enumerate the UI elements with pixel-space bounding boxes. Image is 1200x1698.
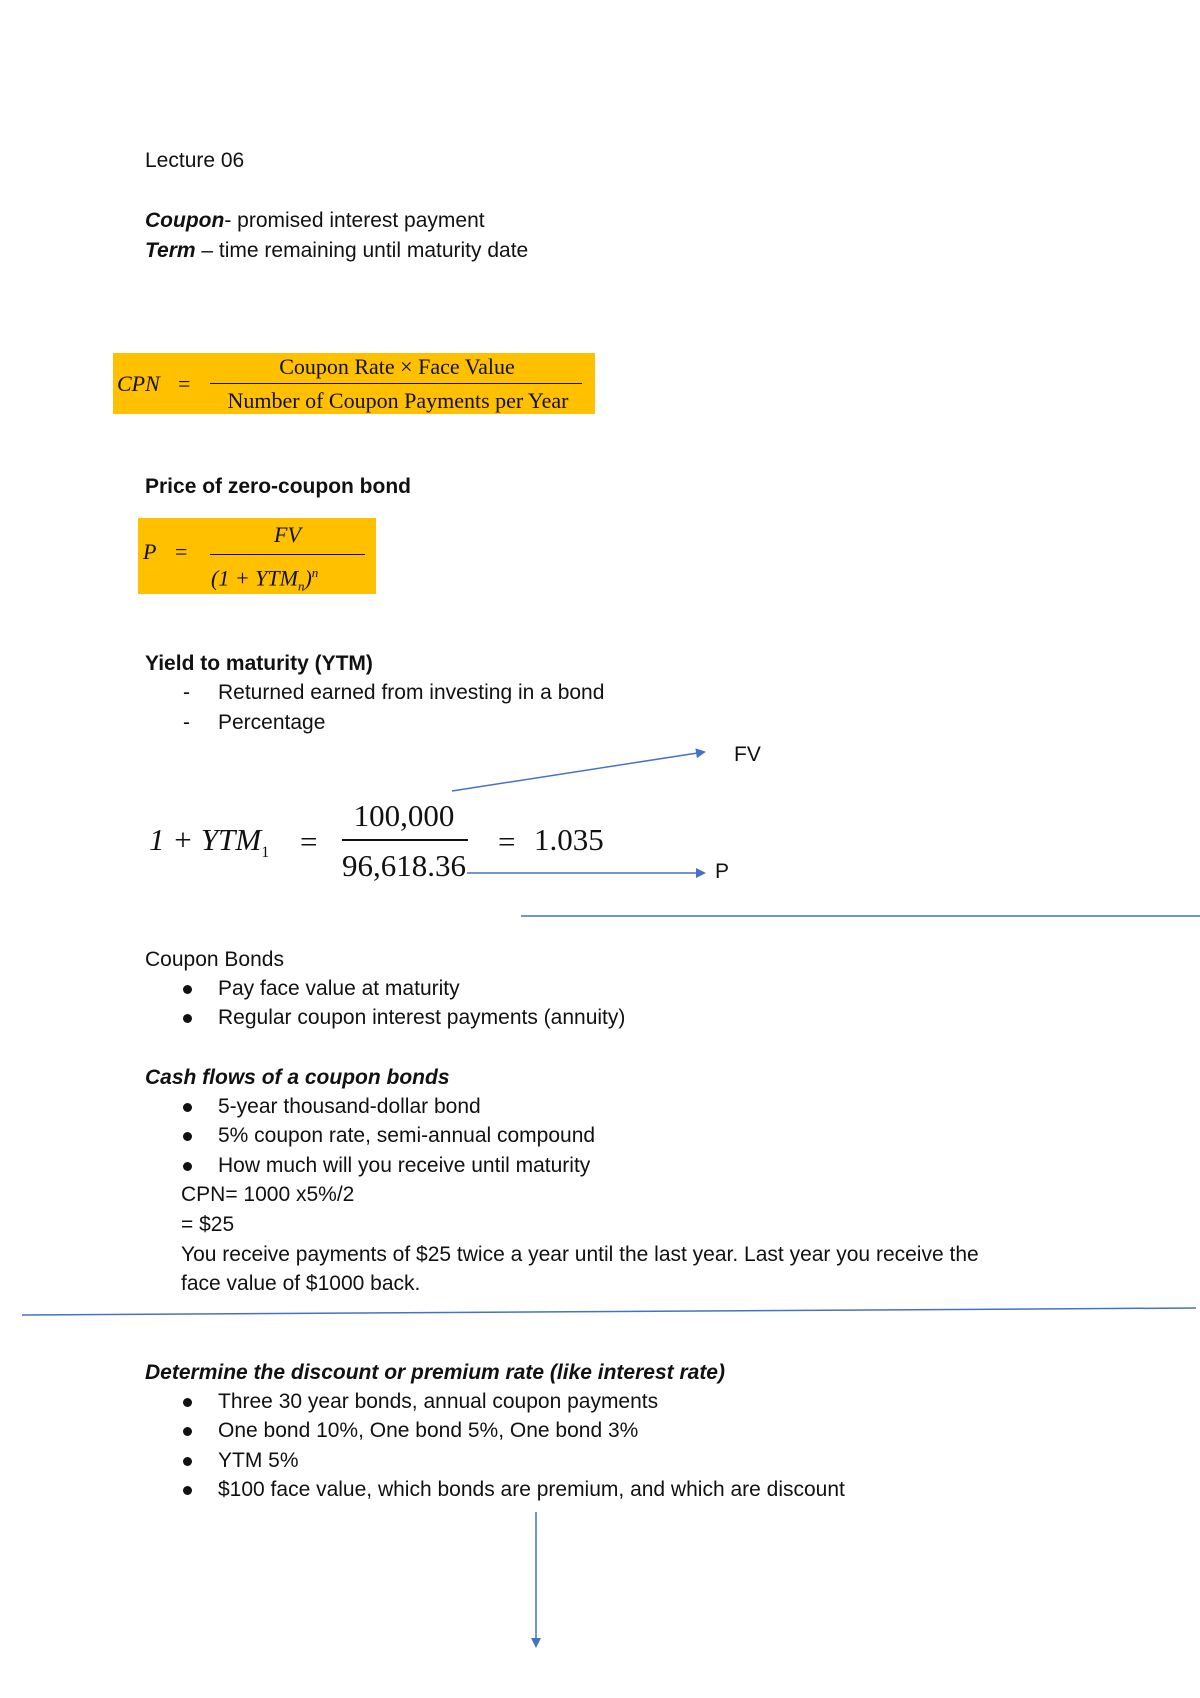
ytm-equals-1: = (300, 824, 318, 859)
zc-den-sup: n (311, 565, 319, 580)
bullet-icon (183, 1457, 192, 1466)
bullet-icon (183, 1132, 192, 1141)
cpn-equals: = (178, 371, 191, 396)
cash-flows-item-1: 5-year thousand-dollar bond (218, 1095, 481, 1118)
term-def: – time remaining until maturity date (195, 239, 529, 262)
cpn-numerator: Coupon Rate × Face Value (279, 354, 515, 379)
ytm-item-2: Percentage (218, 711, 326, 734)
ytm-heading: Yield to maturity (YTM) (145, 652, 373, 675)
zc-den-close: ) (304, 565, 312, 591)
discount-premium-item-1: Three 30 year bonds, annual coupon payments (218, 1390, 659, 1413)
bullet-icon (183, 1486, 192, 1495)
zc-den-text: (1 + YTM (211, 565, 298, 591)
term-term: Term (145, 239, 196, 262)
discount-premium-item-2: One bond 10%, One bond 5%, One bond 3% (218, 1419, 639, 1442)
cash-flows-explain-2: face value of $1000 back. (181, 1272, 421, 1295)
bullet-icon (183, 985, 192, 994)
zero-coupon-heading: Price of zero-coupon bond (145, 475, 411, 498)
cash-flows-item-3: How much will you receive until maturity (218, 1154, 591, 1177)
cpn-denominator: Number of Coupon Payments per Year (227, 388, 569, 413)
coupon-def: - promised interest payment (224, 209, 485, 232)
ytm-denominator: 96,618.36 (342, 848, 466, 883)
zc-lhs: P (143, 539, 157, 564)
p-label: P (715, 860, 730, 883)
ytm-lhs-text: 1 + YTM (149, 822, 262, 857)
cpn-calc-line-2: = $25 (181, 1213, 235, 1236)
bullet-icon (183, 1398, 192, 1407)
ytm-equals-2: = (498, 824, 516, 859)
coupon-bonds-heading: Coupon Bonds (145, 948, 284, 971)
ytm-item-1: Returned earned from investing in a bond (218, 681, 605, 704)
page-title: Lecture 06 (145, 149, 245, 172)
zc-den-sub: n (297, 578, 305, 594)
cpn-calc-line-1: CPN= 1000 x5%/2 (181, 1183, 355, 1206)
bullet-icon (183, 1162, 192, 1171)
dash-marker: - (183, 711, 190, 734)
zc-equals: = (175, 539, 188, 564)
fv-label: FV (734, 743, 761, 766)
discount-premium-item-3: YTM 5% (218, 1449, 299, 1472)
bullet-icon (183, 1427, 192, 1436)
ytm-lhs-sub: 1 (261, 844, 270, 862)
ytm-result: 1.035 (534, 822, 604, 857)
cpn-lhs: CPN (117, 371, 160, 396)
discount-premium-item-4: $100 face value, which bonds are premium, and which are discount (218, 1478, 845, 1501)
ytm-numerator: 100,000 (353, 798, 455, 833)
cash-flows-item-2: 5% coupon rate, semi-annual compound (218, 1124, 596, 1147)
coupon-term: Coupon (145, 209, 225, 232)
discount-premium-heading: Determine the discount or premium rate (like interest rate) (145, 1361, 725, 1384)
coupon-bonds-item-1: Pay face value at maturity (218, 977, 460, 1000)
separator-line-2 (22, 1308, 1196, 1315)
fv-arrow (452, 752, 704, 791)
bullet-icon (183, 1014, 192, 1023)
dash-marker: - (183, 681, 190, 704)
cash-flows-explain-1: You receive payments of $25 twice a year until the last year. Last year you receive the (181, 1243, 979, 1266)
zc-numerator: FV (274, 522, 301, 547)
cash-flows-heading: Cash flows of a coupon bonds (145, 1066, 450, 1089)
coupon-bonds-item-2: Regular coupon interest payments (annuity) (218, 1006, 626, 1029)
bullet-icon (183, 1103, 192, 1112)
